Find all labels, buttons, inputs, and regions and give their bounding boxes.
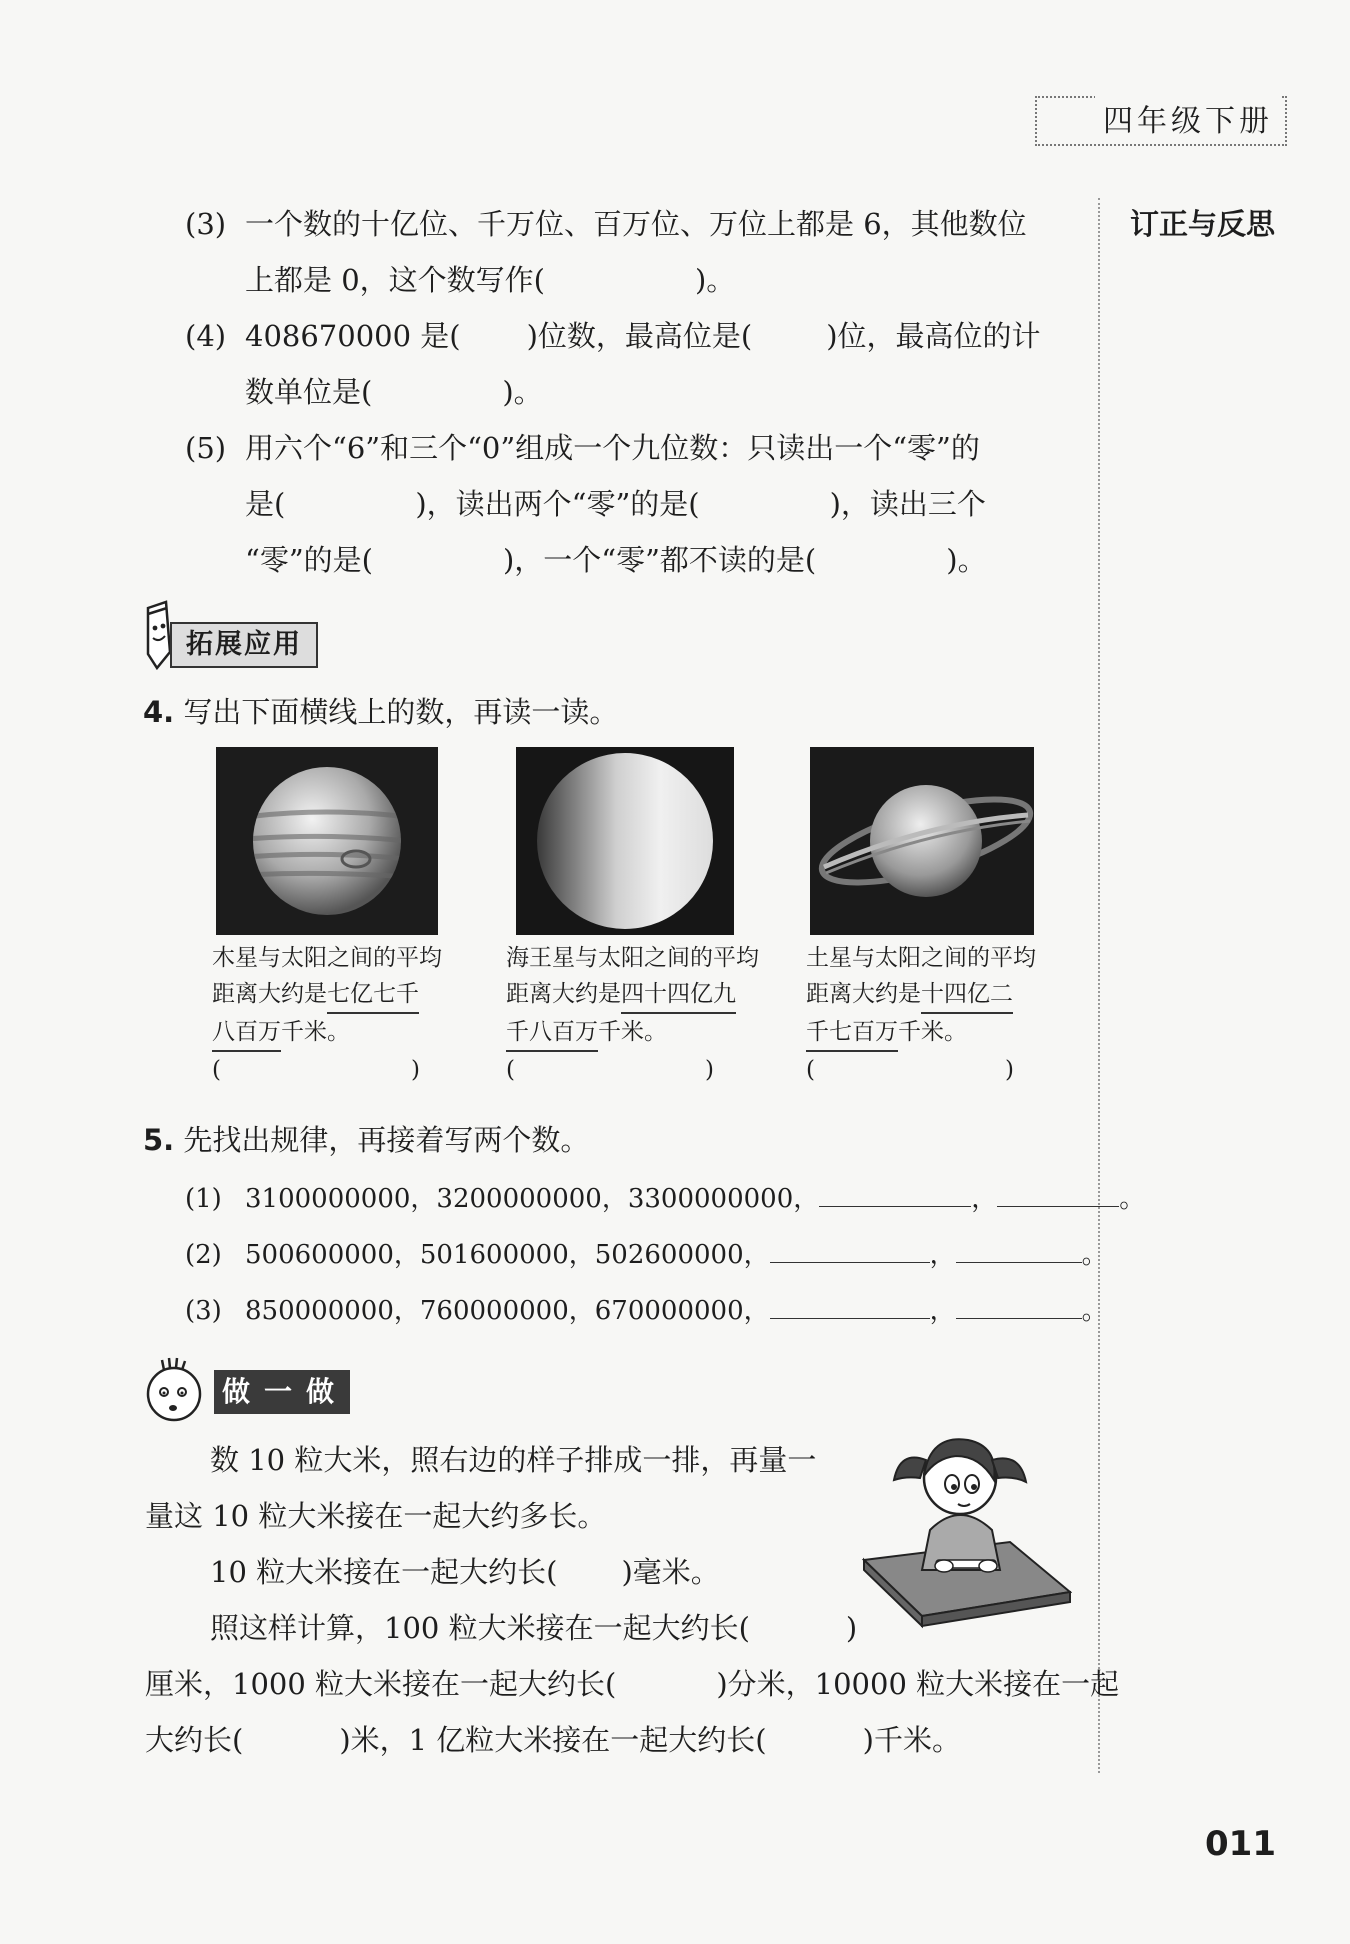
face-icon xyxy=(142,1356,208,1426)
q4-title: 4. 写出下面横线上的数，再读一读。 xyxy=(143,695,619,729)
section-tag-do: 做一做 xyxy=(214,1370,350,1414)
do-p1-line1: 数 10 粒大米，照右边的样子排成一排，再量一 xyxy=(210,1443,817,1477)
q3-p4-line2: 数单位是( )。 xyxy=(245,375,543,409)
do-p4: 厘米，1000 粒大米接在一起大约长( )分米，10000 粒大米接在一起 xyxy=(145,1667,1120,1701)
q5-row-3: (3) 850000000，760000000，670000000， ， 。 xyxy=(185,1288,1108,1331)
do-p2: 10 粒大米接在一起大约长( )毫米。 xyxy=(210,1555,720,1589)
q3-p5-line3: “零”的是( )，一个“零”都不读的是( )。 xyxy=(245,543,987,577)
answer-line[interactable] xyxy=(770,1288,930,1319)
q5-row-1: (1) 3100000000，3200000000，3300000000， ， 。 xyxy=(185,1176,1145,1219)
saturn-caption: 土星与太阳之间的平均 距离大约是十四亿二 千七百万千米。 ( ) xyxy=(806,945,1036,1083)
do-p3: 照这样计算，100 粒大米接在一起大约长( ) xyxy=(210,1611,858,1645)
pencil-icon xyxy=(140,598,174,670)
q3-p3-line1: (3) 一个数的十亿位、千万位、百万位、万位上都是 6，其他数位 xyxy=(185,207,1027,241)
grade-label: 四年级下册 xyxy=(1095,96,1281,140)
jupiter-caption: 木星与太阳之间的平均 距离大约是七亿七千 八百万千米。 ( ) xyxy=(212,945,442,1083)
neptune-image xyxy=(516,747,734,935)
answer-line[interactable] xyxy=(956,1232,1082,1263)
q5-row-2: (2) 500600000，501600000，502600000， ， 。 xyxy=(185,1232,1108,1275)
q3-p5-line1: (5) 用六个“6”和三个“0”组成一个九位数：只读出一个“零”的 xyxy=(185,431,980,465)
answer-line[interactable] xyxy=(956,1288,1082,1319)
side-divider xyxy=(1098,198,1100,1773)
section-tag-extend: 拓展应用 xyxy=(170,622,318,668)
answer-line[interactable] xyxy=(819,1176,971,1207)
side-title: 订正与反思 xyxy=(1130,207,1276,241)
saturn-image xyxy=(810,747,1034,935)
girl-measuring-illustration xyxy=(860,1420,1072,1630)
q3-p4-line1: (4) 408670000 是( )位数，最高位是( )位，最高位的计 xyxy=(185,319,1041,353)
do-p1-line2: 量这 10 粒大米接在一起大约多长。 xyxy=(145,1499,607,1533)
q5-title: 5. 先找出规律，再接着写两个数。 xyxy=(143,1123,590,1157)
page-number: 011 xyxy=(1205,1824,1276,1864)
q3-p5-line2: 是( )，读出两个“零”的是( )，读出三个 xyxy=(245,487,986,521)
do-p5: 大约长( )米，1 亿粒大米接在一起大约长( )千米。 xyxy=(145,1723,961,1757)
neptune-caption: 海王星与太阳之间的平均 距离大约是四十四亿九 千八百万千米。 ( ) xyxy=(506,945,759,1083)
answer-line[interactable] xyxy=(770,1232,930,1263)
q3-p3-line2: 上都是 0，这个数写作( )。 xyxy=(245,263,736,297)
jupiter-image xyxy=(216,747,438,935)
answer-line[interactable] xyxy=(997,1176,1119,1207)
